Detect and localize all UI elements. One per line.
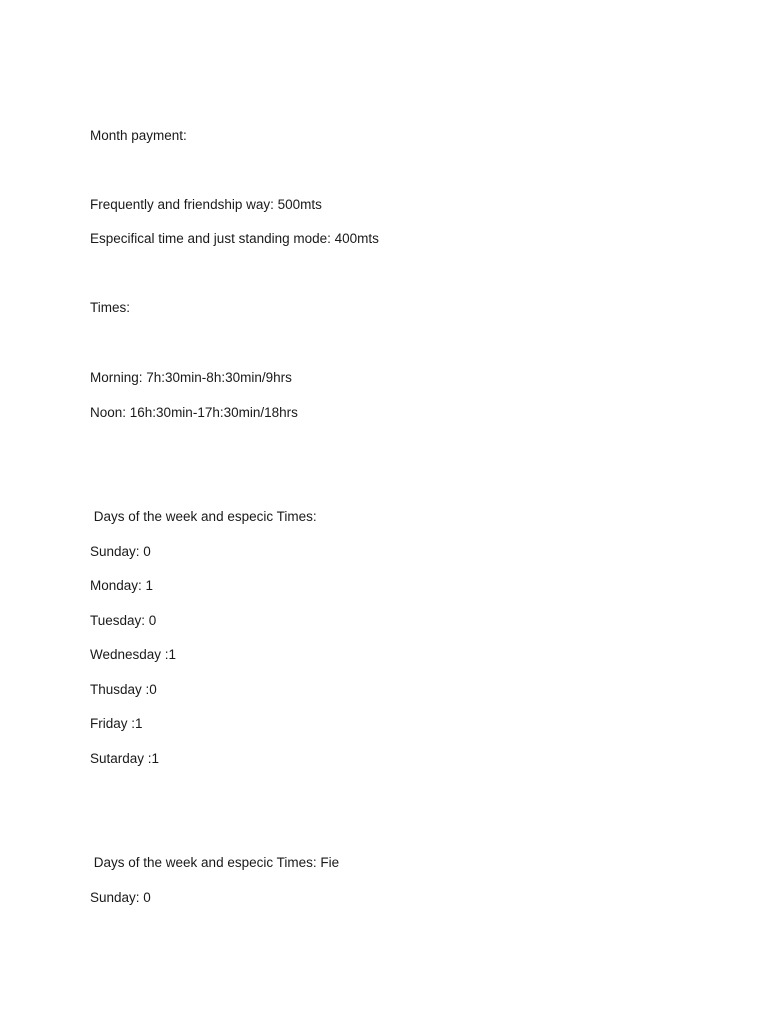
- payment-line-standing: Especifical time and just standing mode: 400mts: [90, 231, 379, 246]
- payment-line-friendship: Frequently and friendship way: 500mts: [90, 197, 322, 212]
- day-line: Sunday: 0: [90, 890, 151, 905]
- day-line: Sunday: 0: [90, 544, 151, 559]
- day-line: Friday :1: [90, 716, 143, 731]
- day-line: Monday: 1: [90, 578, 154, 593]
- month-payment-heading: Month payment:: [90, 128, 187, 143]
- days-heading-1: Days of the week and especic Times:: [90, 509, 317, 524]
- day-line: Wednesday :1: [90, 647, 177, 662]
- days-heading-2: Days of the week and especic Times: Fie: [90, 855, 340, 870]
- times-heading: Times:: [90, 300, 130, 315]
- time-noon: Noon: 16h:30min-17h:30min/18hrs: [90, 405, 298, 420]
- day-line: Thusday :0: [90, 682, 157, 697]
- day-line: Sutarday :1: [90, 751, 160, 766]
- time-morning: Morning: 7h:30min-8h:30min/9hrs: [90, 370, 292, 385]
- day-line: Tuesday: 0: [90, 613, 157, 628]
